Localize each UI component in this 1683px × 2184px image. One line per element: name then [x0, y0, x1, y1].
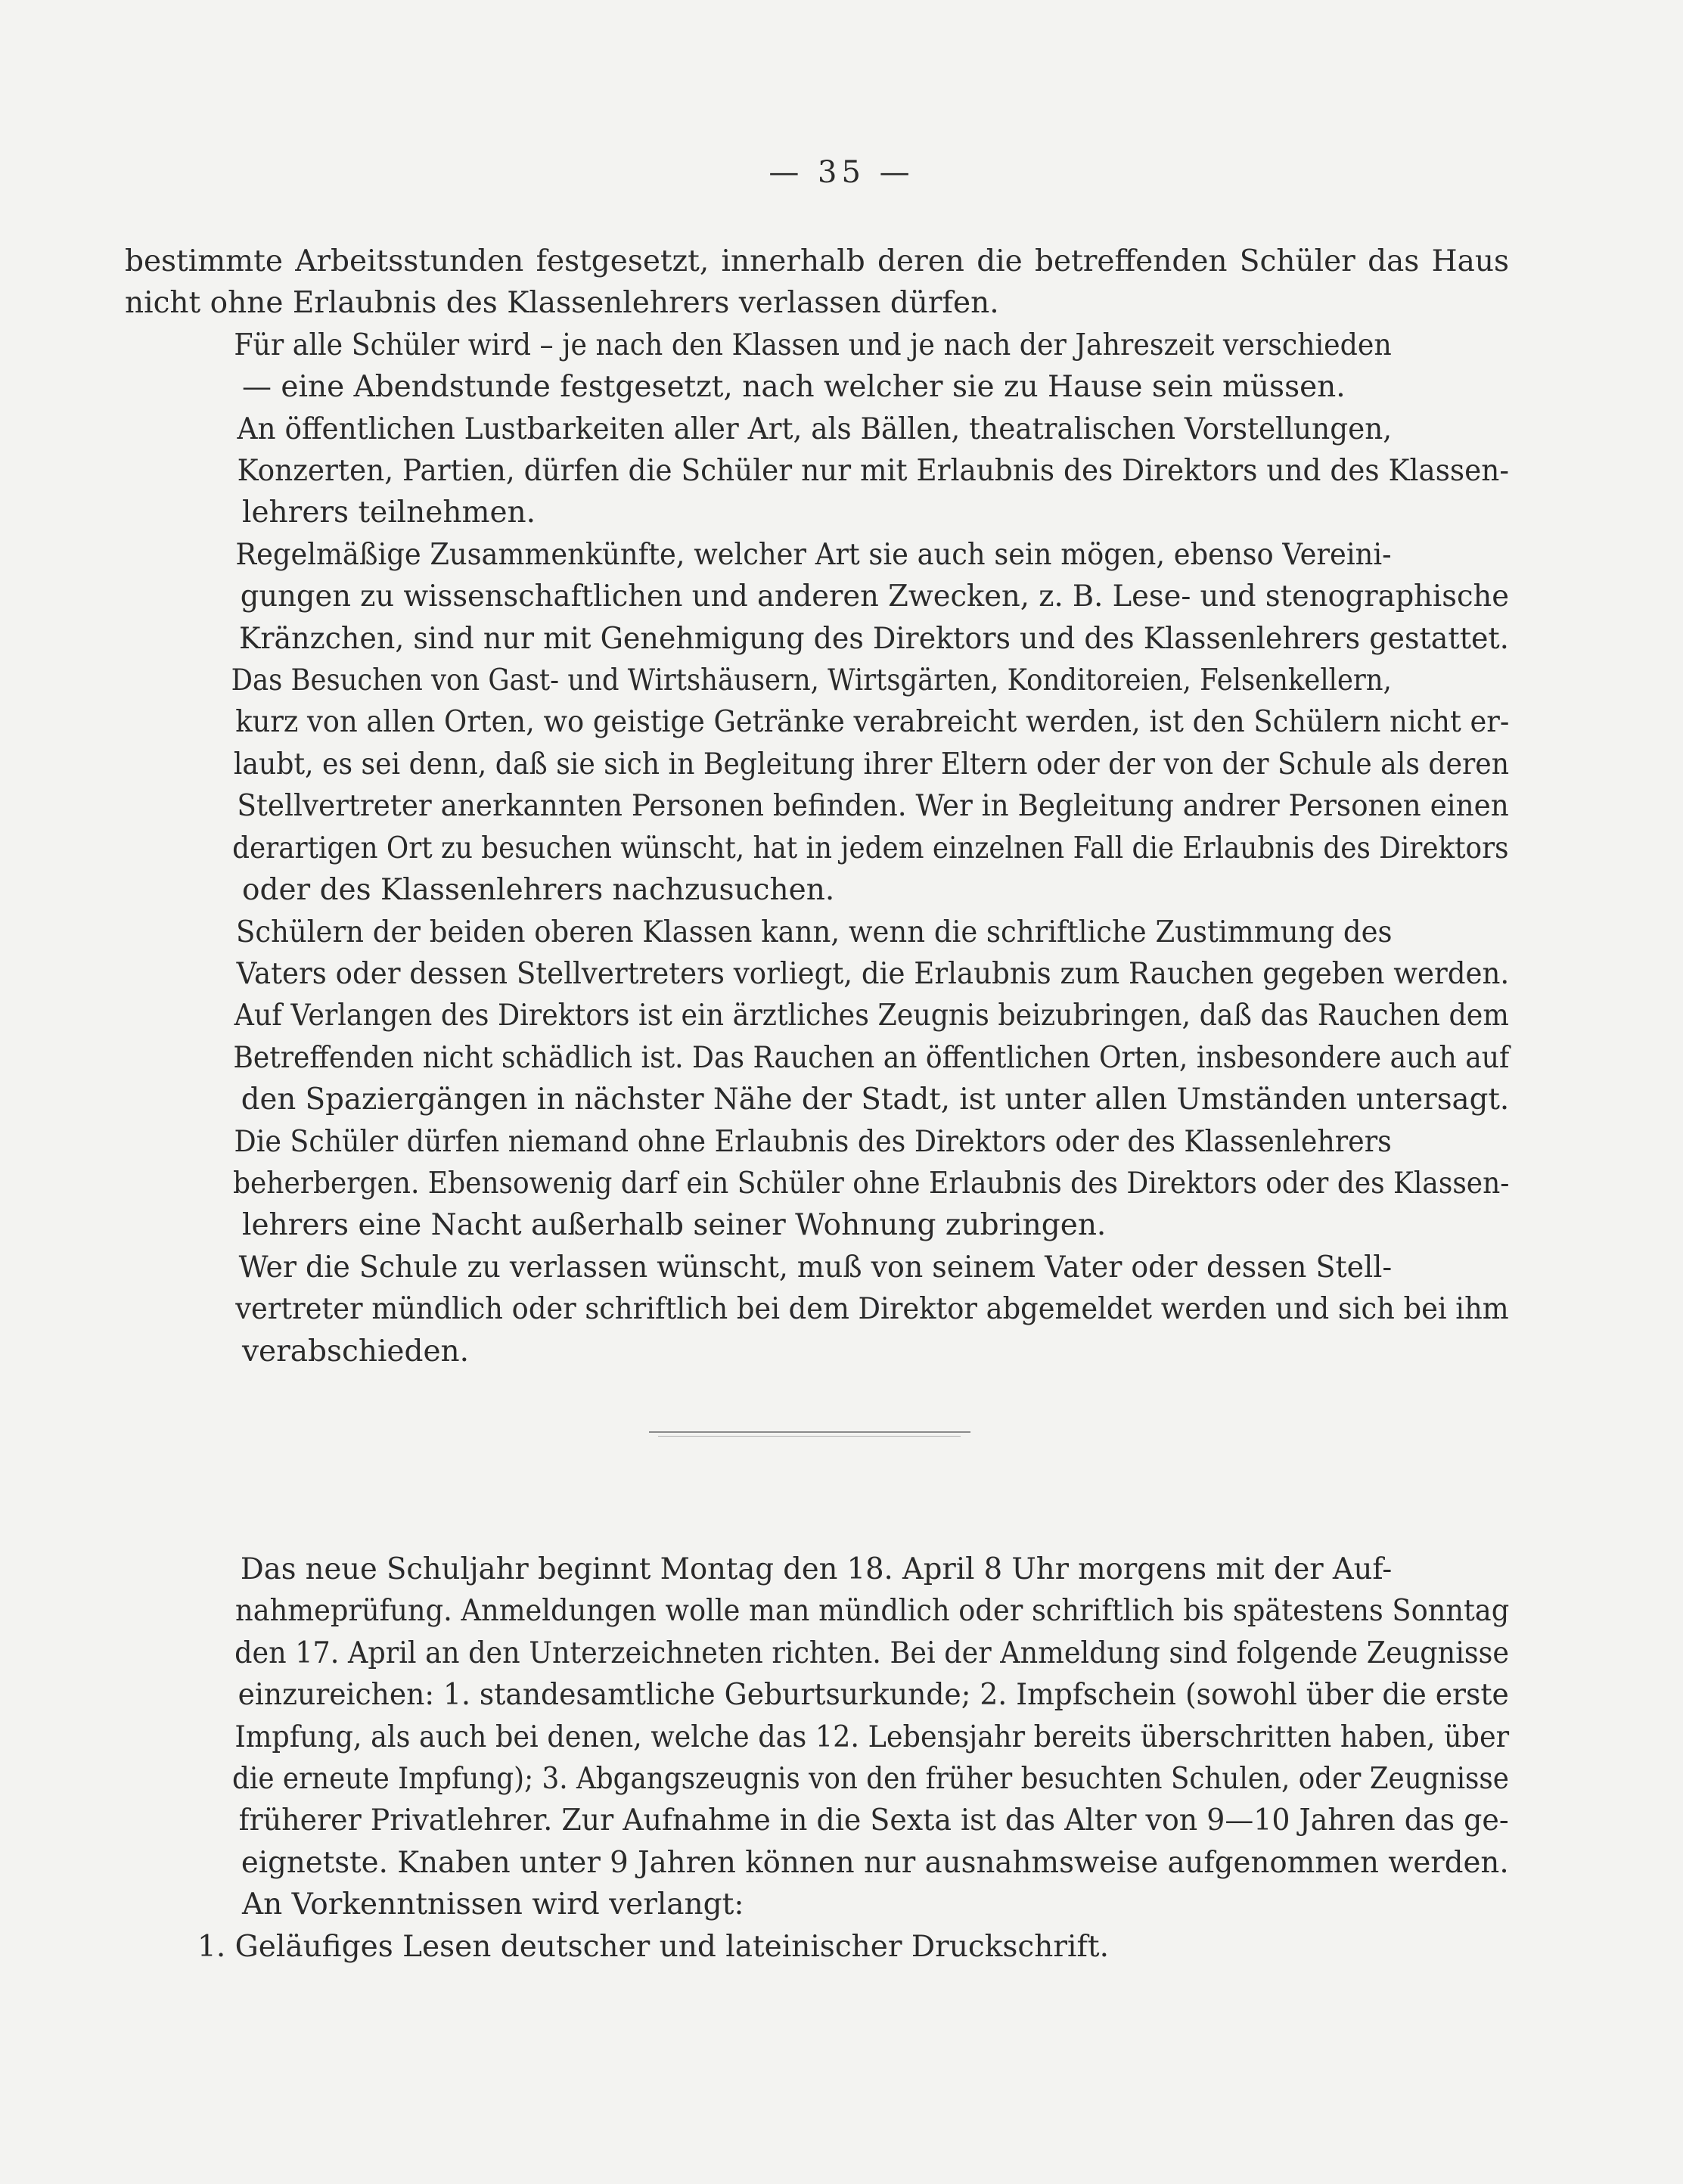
text-line: früherer Privatlehrer. Zur Aufnahme in die Sexta ist das Alter von 9—10 Jahren das ge-: [238, 1803, 1509, 1838]
text-line: Impfung, als auch bei denen, welche das 12. Lebensjahr bereits überschritten haben, über: [234, 1720, 1510, 1754]
requirements-intro: [125, 1884, 1509, 1925]
text-line: 1. Geläufiges Lesen deutscher und lateinischer Druckschrift.: [197, 1929, 1110, 1964]
text-line: An öffentlichen Lustbarkeiten aller Art, als Bällen, theatralischen Vorstellungen,: [237, 412, 1393, 446]
text-line: Regelmäßige Zusammenkünfte, welcher Art sie auch sein mögen, ebenso Vereini-: [235, 537, 1392, 572]
text-line: nicht ohne Erlaubnis des Klassenlehrers verlassen dürfen.: [125, 286, 999, 321]
text-line: Betreffenden nicht schädlich ist. Das Rauchen an öffentlichen Orten, insbesondere auch auf: [233, 1040, 1510, 1075]
paragraph-evening-hour: [125, 325, 1509, 409]
text-line: kurz von allen Orten, wo geistige Getränke verabreicht werden, ist den Schülern nicht er-: [235, 705, 1510, 740]
text-line: Das Besuchen von Gast- und Wirtshäusern, Wirtsgärten, Konditoreien, Felsenkellern,: [231, 663, 1392, 698]
text-line: An Vorkenntnissen wird verlangt:: [242, 1887, 744, 1922]
text-line: beherbergen. Ebensowenig darf ein Schüler ohne Erlaubnis des Direktors oder des Klassen-: [232, 1166, 1510, 1201]
paragraph-work-hours: [125, 241, 1509, 325]
paragraph-inns: [125, 660, 1509, 911]
paragraph-lodging: [125, 1121, 1509, 1247]
section-divider-thin: [658, 1436, 961, 1437]
text-line: gungen zu wissenschaftlichen und anderen Zwecken, z. B. Lese- und stenographische: [240, 579, 1509, 614]
paragraph-smoking: [125, 912, 1509, 1121]
text-line: den 17. April an den Unterzeichneten richten. Bei der Anmeldung sind folgende Zeugnisse: [234, 1636, 1509, 1670]
text-line: lehrers eine Nacht außerhalb seiner Wohnung zubringen.: [242, 1208, 1107, 1243]
text-line: Die Schüler dürfen niemand ohne Erlaubnis des Direktors oder des Klassenlehrers: [234, 1124, 1392, 1159]
requirement-item: [125, 1926, 1509, 1968]
text-line: Das neue Schuljahr beginnt Montag den 18. April 8 Uhr morgens mit der Auf-: [240, 1552, 1393, 1586]
text-line: bestimmte Arbeitsstunden festgesetzt, innerhalb deren die betreffenden Schüler das Haus: [125, 244, 1510, 278]
text-line: laubt, es sei denn, daß sie sich in Begleitung ihrer Eltern oder der von der Schule als deren: [233, 747, 1510, 781]
text-line: eignetste. Knaben unter 9 Jahren können nur ausnahmsweise aufgenommen werden.: [241, 1845, 1509, 1880]
text-line: Für alle Schüler wird – je nach den Klassen und je nach der Jahreszeit verschieden: [234, 328, 1392, 362]
text-line: Wer die Schule zu verlassen wünscht, muß von seinem Vater oder dessen Stell-: [238, 1250, 1393, 1285]
paragraph-public-amusements: [125, 409, 1509, 534]
text-line: Konzerten, Partien, dürfen die Schüler nur mit Erlaubnis des Direktors und des Klassen-: [237, 454, 1509, 489]
paragraph-leaving-school: [125, 1247, 1509, 1372]
regulations-section: [125, 241, 1509, 1372]
text-line: derartigen Ort zu besuchen wünscht, hat in jedem einzelnen Fall die Erlaubnis des Direktors: [232, 831, 1509, 865]
paragraph-school-year: [125, 1549, 1509, 1884]
text-line: nahmeprüfung. Anmeldungen wolle man mündlich oder schriftlich bis spätestens Sonntag: [235, 1594, 1510, 1629]
text-line: — eine Abendstunde festgesetzt, nach welcher sie zu Hause sein müssen.: [242, 370, 1346, 405]
text-line: verabschieden.: [242, 1334, 470, 1368]
text-line: oder des Klassenlehrers nachzusuchen.: [242, 873, 835, 908]
text-line: einzureichen: 1. standesamtliche Geburtsurkunde; 2. Impfschein (sowohl über die erste: [238, 1678, 1509, 1713]
text-line: den Spaziergängen in nächster Nähe der Stadt, ist unter allen Umständen untersagt.: [241, 1083, 1510, 1117]
text-line: Kränzchen, sind nur mit Genehmigung des Direktors und des Klassenlehrers gestattet.: [238, 621, 1509, 656]
text-line: Vaters oder dessen Stellvertreters vorliegt, die Erlaubnis zum Rauchen gegeben werden.: [236, 956, 1510, 991]
text-line: die erneute Impfung); 3. Abgangszeugnis von den früher besuchten Schulen, oder Zeugnisse: [232, 1762, 1509, 1797]
section-divider: [649, 1431, 970, 1433]
admission-section: [125, 1549, 1509, 1968]
text-line: Auf Verlangen des Direktors ist ein ärztliches Zeugnis beizubringen, daß das Rauchen dem: [234, 999, 1509, 1033]
text-line: lehrers teilnehmen.: [242, 496, 536, 530]
paragraph-meetings: [125, 534, 1509, 660]
text-line: vertreter mündlich oder schriftlich bei dem Direktor abgemeldet werden und sich bei ihm: [235, 1292, 1509, 1327]
text-line: Stellvertreter anerkannten Personen befinden. Wer in Begleitung andrer Personen einen: [237, 789, 1509, 824]
page-number: — 35 —: [769, 155, 914, 190]
text-line: Schülern der beiden oberen Klassen kann, wenn die schriftliche Zustimmung des: [236, 915, 1393, 949]
